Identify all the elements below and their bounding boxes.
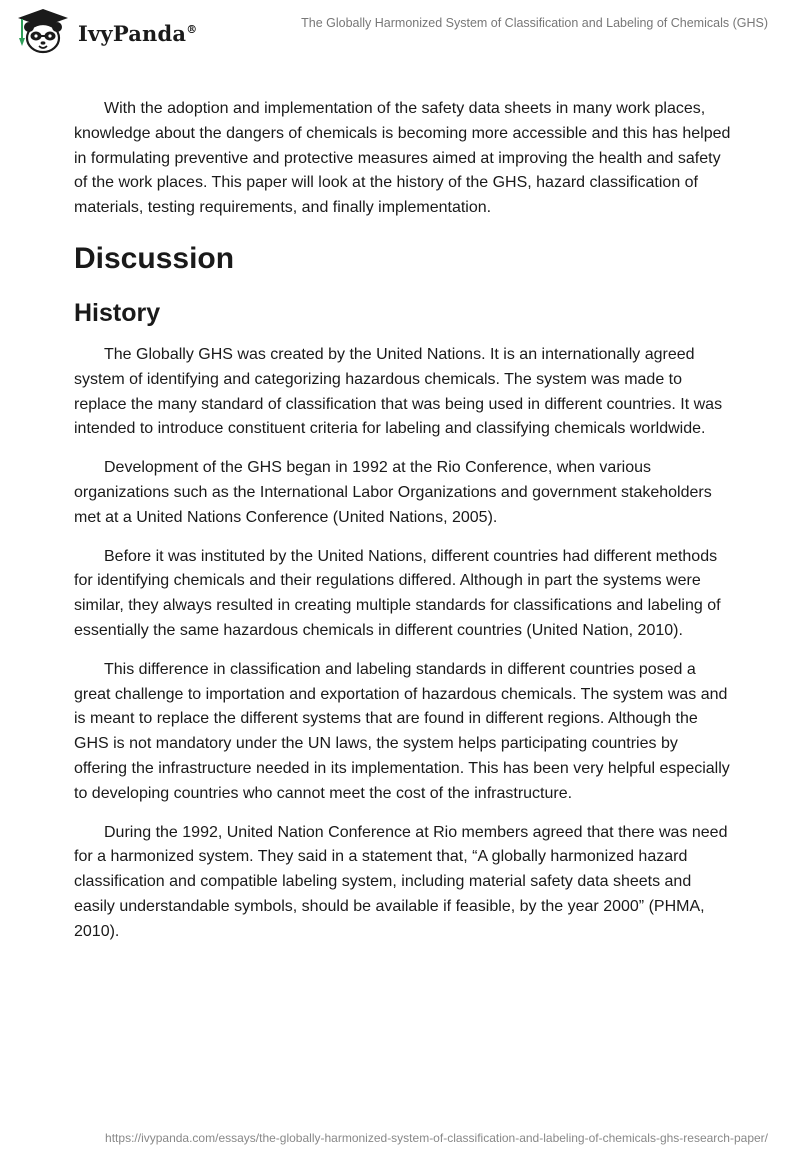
article-body [74,97,734,959]
brand-name: IvyPanda® [78,20,198,46]
panda-graduate-icon [14,8,72,54]
brand-logo[interactable] [14,8,197,54]
document-title: The Globally Harmonized System of Classification and Labeling of Chemicals (GHS) [301,16,768,30]
body-paragraph: The Globally GHS was created by the United Nations. It is an internationally agreed system of identifying and categorizing hazardous chemicals. The system was made to replace the many standard of classification that was being used in different countries. It was intended to introduce constituent criteria for labeling and classifying chemicals worldwide. [74,345,723,438]
body-paragraph: During the 1992, United Nation Conference at Rio members agreed that there was need for a harmonized system. They said in a statement that, “A globally harmonized hazard classification and compatible labeling system, including material safety data sheets and easily understandable symbols, should be available if feasible, by the year 2000” (PHMA, 2010). [74,823,728,940]
subsection-heading: History [74,298,161,327]
intro-paragraph: With the adoption and implementation of the safety data sheets in many work places, knowledge about the dangers of chemicals is becoming more accessible and this has helped in formulating preventive and protective measures aimed at improving the health and safety of the work places. This paper will look at the history of the GHS, hazard classification of materials, testing requirements, and finally implementation. [74,100,731,217]
page-header [0,0,800,70]
source-url[interactable]: https://ivypanda.com/essays/the-globally-harmonized-system-of-classification-and-labeling-of-chemicals-ghs-research-paper/ [105,1131,768,1145]
section-heading: Discussion [74,241,235,275]
body-paragraph: This difference in classification and labeling standards in different countries posed a great challenge to importation and exportation of hazardous chemicals. The system was and is meant to replace the different systems that are found in different regions. Although the GHS is not mandatory under the UN laws, the system helps participating countries by offering the infrastructure needed in its implementation. This has been very helpful especially to developing countries who cannot meet the cost of the infrastructure. [74,660,730,802]
body-paragraph: Development of the GHS began in 1992 at the Rio Conference, when various organizations such as the International Labor Organizations and government stakeholders met at a United Nations Conference (United Nations, 2005). [74,459,712,526]
body-paragraph: Before it was instituted by the United Nations, different countries had different methods for identifying chemicals and their regulations differed. Although in part the systems were similar, they always resulted in creating multiple standards for classifications and labeling of essentially the same hazardous chemicals in different countries (United Nation, 2010). [74,547,721,639]
